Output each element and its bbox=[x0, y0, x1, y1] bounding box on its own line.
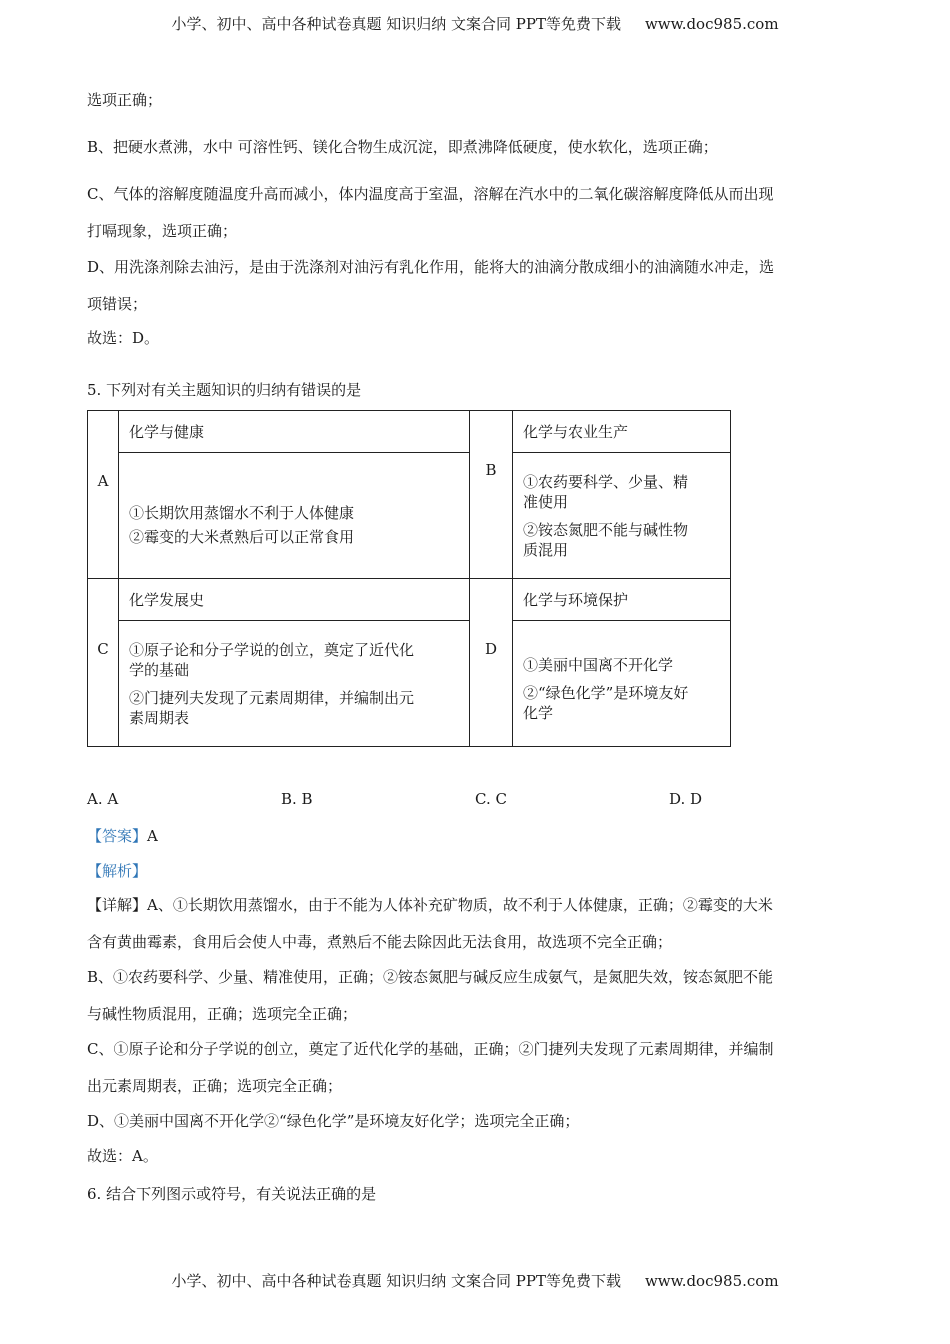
row-b-letter: B bbox=[470, 411, 513, 579]
row-d-item-2a: ②“绿色化学”是环境友好 bbox=[523, 683, 689, 702]
row-c-item-1a: ①原子论和分子学说的创立，奠定了近代化 bbox=[129, 640, 415, 659]
detail-line-5: C、①原子论和分子学说的创立，奠定了近代化学的基础，正确；②门捷列夫发现了元素周期律，并编制 bbox=[87, 1040, 774, 1058]
prev-line-7: 故选：D。 bbox=[87, 329, 160, 347]
detail-line-1: 【详解】A、①长期饮用蒸馏水，由于不能为人体补充矿物质，故不利于人体健康，正确；②霉变的大米 bbox=[87, 896, 773, 914]
detail-line-6: 出元素周期表，正确；选项完全正确； bbox=[87, 1077, 343, 1095]
detail-line-4: 与碱性物质混用，正确；选项完全正确； bbox=[87, 1005, 358, 1023]
row-a-letter: A bbox=[88, 411, 119, 579]
row-c-item-2b: 素周期表 bbox=[129, 708, 190, 727]
q5-table bbox=[87, 410, 731, 747]
analysis-tag: 【解析】 bbox=[87, 862, 148, 880]
row-b-head: 化学与农业生产 bbox=[513, 411, 731, 453]
row-d-item-1: ①美丽中国离不开化学 bbox=[523, 655, 674, 674]
header-site[interactable]: www.doc985.com bbox=[644, 15, 779, 33]
row-a-head: 化学与健康 bbox=[119, 411, 470, 453]
row-d-item-2b: 化学 bbox=[523, 703, 554, 722]
row-b-item-1a: ①农药要科学、少量、精 bbox=[523, 472, 689, 491]
header-text: 小学、初中、高中各种试卷真题 知识归纳 文案合同 PPT等免费下载 bbox=[171, 15, 621, 33]
prev-line-1: 选项正确； bbox=[87, 91, 163, 109]
footer-site[interactable]: www.doc985.com bbox=[644, 1272, 779, 1290]
row-a-item-1: ①长期饮用蒸馏水不利于人体健康 bbox=[129, 503, 355, 522]
row-b-item-2b: 质混用 bbox=[523, 540, 569, 559]
row-d-body bbox=[513, 621, 731, 747]
row-c-letter: C bbox=[88, 579, 119, 747]
footer-text: 小学、初中、高中各种试卷真题 知识归纳 文案合同 PPT等免费下载 bbox=[171, 1272, 621, 1290]
detail-line-2: 含有黄曲霉素，食用后会使人中毒，煮熟后不能去除因此无法食用，故选项不完全正确； bbox=[87, 933, 673, 951]
answer-tag: 【答案】 bbox=[87, 827, 148, 845]
row-b-item-2a: ②铵态氮肥不能与碱性物 bbox=[523, 520, 689, 539]
q5-stem: 5. 下列对有关主题知识的归纳有错误的是 bbox=[87, 381, 362, 399]
option-c[interactable]: C. C bbox=[475, 790, 507, 808]
detail-line-8: 故选：A。 bbox=[87, 1147, 158, 1165]
row-b-item-1b: 准使用 bbox=[523, 492, 569, 511]
prev-line-5: D、用洗涤剂除去油污，是由于洗涤剂对油污有乳化作用，能将大的油滴分散成细小的油滴随水冲走，选 bbox=[87, 258, 775, 276]
row-c-item-1b: 学的基础 bbox=[129, 660, 190, 679]
option-b[interactable]: B. B bbox=[281, 790, 313, 808]
row-c-item-2a: ②门捷列夫发现了元素周期律，并编制出元 bbox=[129, 688, 415, 707]
option-d[interactable]: D. D bbox=[669, 790, 703, 808]
q5-options bbox=[87, 790, 787, 812]
prev-line-4: 打嗝现象，选项正确； bbox=[87, 222, 238, 240]
option-a[interactable]: A. A bbox=[87, 790, 119, 808]
row-d-head: 化学与环境保护 bbox=[513, 579, 731, 621]
row-a-body bbox=[119, 453, 470, 579]
row-c-body bbox=[119, 621, 470, 747]
prev-line-2: B、把硬水煮沸，水中 可溶性钙、镁化合物生成沉淀，即煮沸降低硬度，使水软化，选项正确； bbox=[87, 138, 718, 156]
prev-line-6: 项错误； bbox=[87, 295, 148, 313]
prev-line-3: C、气体的溶解度随温度升高而减小，体内温度高于室温，溶解在汽水中的二氧化碳溶解度降低从而出现 bbox=[87, 185, 774, 203]
row-a-item-2: ②霉变的大米煮熟后可以正常食用 bbox=[129, 527, 355, 546]
answer-line bbox=[87, 825, 862, 847]
row-c-head: 化学发展史 bbox=[119, 579, 470, 621]
page-header bbox=[0, 13, 950, 34]
row-d-letter: D bbox=[470, 579, 513, 747]
detail-line-3: B、①农药要科学、少量、精准使用，正确；②铵态氮肥与碱反应生成氨气，是氮肥失效，铵态氮肥不能 bbox=[87, 968, 774, 986]
detail-line-7: D、①美丽中国离不开化学②“绿色化学”是环境友好化学；选项完全正确； bbox=[87, 1112, 580, 1130]
q6-stem: 6. 结合下列图示或符号，有关说法正确的是 bbox=[87, 1185, 377, 1203]
page-footer bbox=[0, 1270, 950, 1291]
row-b-body bbox=[513, 453, 731, 579]
answer-value: A bbox=[147, 827, 158, 845]
